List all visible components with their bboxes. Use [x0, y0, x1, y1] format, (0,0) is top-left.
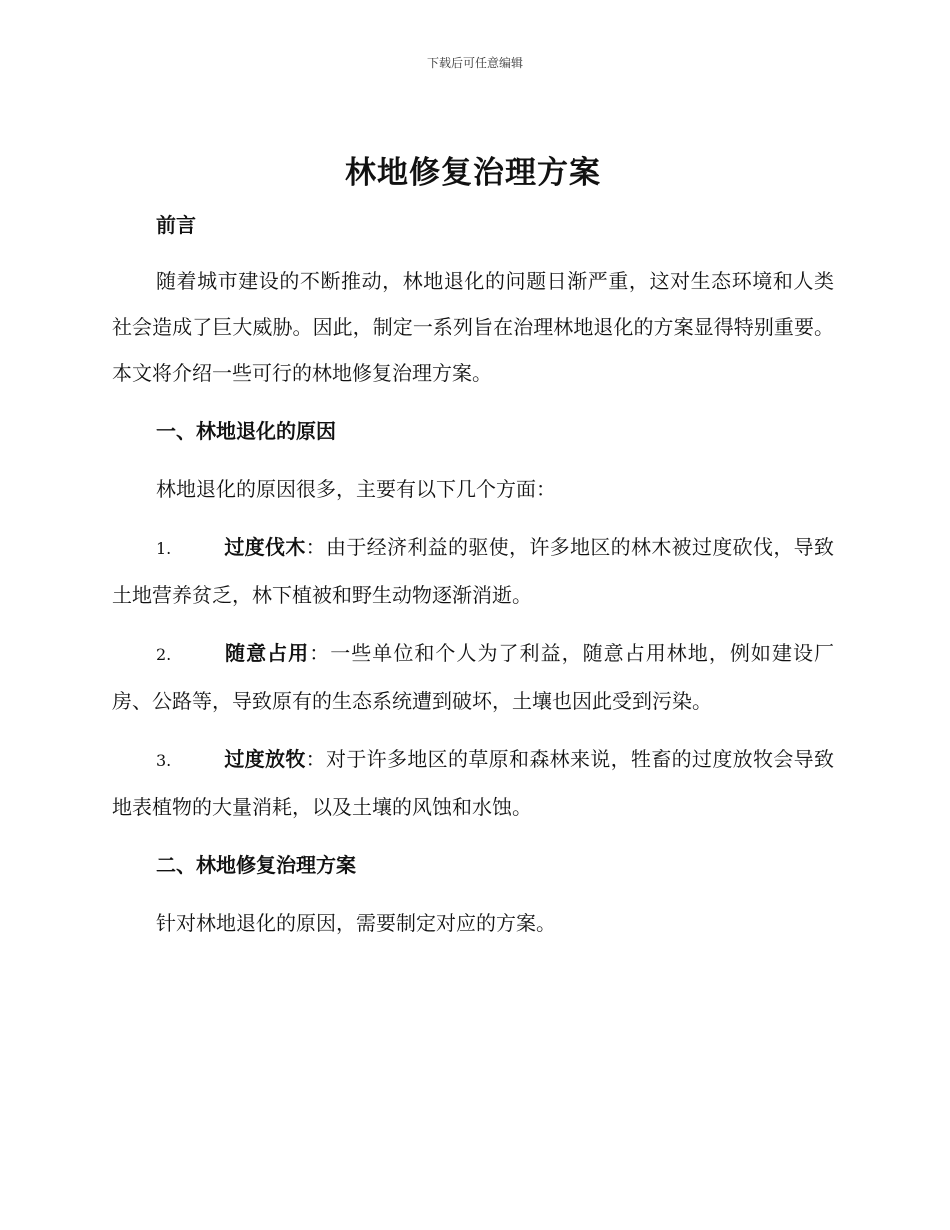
causes-intro-paragraph: 林地退化的原因很多，主要有以下几个方面： — [156, 477, 556, 501]
header-note: 下载后可任意编辑 — [426, 56, 523, 70]
cause-item-2 — [112, 630, 834, 724]
document-title: 林地修复治理方案 — [345, 155, 601, 191]
cause-item-text: ：对于许多地区的草原和森林来说，牲畜的过度放牧会导致地表植物的大量消耗，以及土壤的风蚀和水蚀。 — [112, 747, 835, 819]
cause-item-number: 2. — [156, 645, 172, 664]
cause-item-number: 1. — [156, 539, 172, 558]
preface-paragraph: 随着城市建设的不断推动，林地退化的问题日渐严重，这对生态环境和人类社会造成了巨大威胁。因此，制定一系列旨在治理林地退化的方案显得特别重要。本文将介绍一些可行的林地修复治理方案。 — [112, 269, 834, 385]
document-body — [112, 148, 834, 946]
cause-item-term: 随意占用 — [224, 641, 310, 665]
cause-item-term: 过度放牧 — [224, 747, 306, 771]
cause-item-term: 过度伐木 — [224, 535, 306, 559]
cause-item-1 — [112, 524, 834, 618]
cause-item-number: 3. — [156, 751, 172, 770]
cause-item-text: ：由于经济利益的驱使，许多地区的林木被过度砍伐，导致土地营养贫乏，林下植被和野生动物逐渐消逝。 — [112, 535, 835, 607]
causes-heading: 一、林地退化的原因 — [156, 419, 336, 443]
preface-heading: 前言 — [156, 213, 196, 237]
cause-item-3 — [112, 736, 834, 830]
cause-item-text: ：一些单位和个人为了利益，随意占用林地，例如建设厂房、公路等，导致原有的生态系统遭到破坏，土壤也因此受到污染。 — [112, 641, 835, 713]
plan-intro-paragraph: 针对林地退化的原因，需要制定对应的方案。 — [156, 911, 556, 935]
plan-heading: 二、林地修复治理方案 — [156, 853, 356, 877]
